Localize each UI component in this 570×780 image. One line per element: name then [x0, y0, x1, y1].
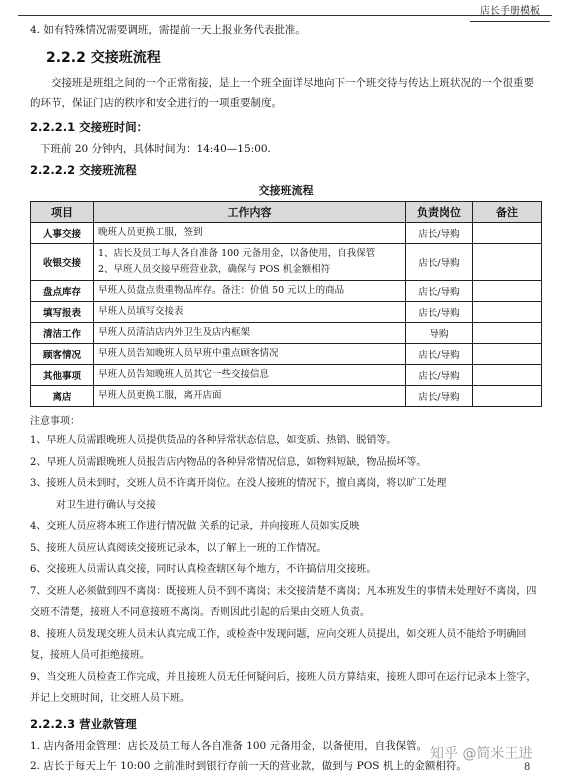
table-row	[31, 365, 542, 386]
col-header-item: 项目	[31, 202, 94, 223]
row-note	[473, 344, 542, 365]
row-content: 早班人员盘点贵重物品库存。备注：价值 50 元以上的商品	[94, 281, 406, 302]
row-note	[473, 386, 542, 407]
row-item: 其他事项	[31, 365, 94, 386]
note-item: 6、交接班人员需认真交接，同时认真检查辖区每个地方，不许搞信用交接班。	[30, 564, 377, 575]
row-content: 早班人员更换工服，离开店面	[94, 386, 406, 407]
note-text: 3、接班人员未到时，交班人员不许离开岗位。在没人接班的情况下，擅自离岗，将以旷工处理	[30, 478, 447, 489]
subsection-title-cash: 2.2.2.3 营业款管理	[30, 716, 137, 731]
row-item: 收银交接	[31, 244, 94, 281]
watermark: 知乎 @简米王进	[430, 746, 533, 762]
col-header-content: 工作内容	[94, 202, 406, 223]
table-row	[31, 223, 542, 244]
note-item: 7、交班人必须做到四不离岗：既接班人员不到不离岗；未交接清楚不离岗；凡本班发生的事情未处理好不离岗，四交班不清楚，接班人不同意接班不离岗。否则因此引起的后果由交班人负责。	[30, 585, 537, 618]
row-item: 人事交接	[31, 223, 94, 244]
page-content	[30, 20, 542, 776]
subsection-title-process: 2.2.2.2 交接班流程	[30, 163, 137, 177]
row-content-line: 2、早班人员交接早班营业款，确保与 POS 机金额相符	[98, 264, 331, 275]
page-number: 8	[524, 762, 531, 773]
row-content: 早班人员清洁店内外卫生及店内框架	[94, 323, 406, 344]
header-rule	[18, 15, 552, 16]
document-header-tag: 店长手册模板	[470, 0, 550, 22]
table-row	[31, 344, 542, 365]
cash-item: 2. 店长于每天上午 10:00 之前准时到银行存前一天的营业款，做到与 POS 机上的金额相符。	[30, 759, 467, 772]
table-row	[31, 281, 542, 302]
row-role: 店长/导购	[406, 244, 473, 281]
row-role: 导购	[406, 323, 473, 344]
note-item: 9、当交班人员检查工作完成，并且接班人员无任何疑问后，接班人员方算结束，接班人即可在运行记录本上签字，并记上交班时间，让交班人员下班。	[30, 671, 537, 704]
note-item: 8、接班人员发现交班人员未认真完成工作，或检查中发现问题，应向交班人员提出，如交班人员不能给予明确回复，接班人员可拒绝接班。	[30, 628, 527, 661]
row-role: 店长/导购	[406, 223, 473, 244]
row-note	[473, 223, 542, 244]
row-content: 晚班人员更换工服，签到	[94, 223, 406, 244]
row-item: 顾客情况	[31, 344, 94, 365]
row-content: 早班人员告知晚班人员其它一些交接信息	[94, 365, 406, 386]
table-row	[31, 323, 542, 344]
row-item: 离店	[31, 386, 94, 407]
row-role: 店长/导购	[406, 302, 473, 323]
row-item: 清洁工作	[31, 323, 94, 344]
row-content-line: 1、店长及员工每人各自准备 100 元备用金，以备使用，自我保管	[98, 248, 376, 259]
table-header-row	[31, 202, 542, 223]
row-content: 早班人员填写交接表	[94, 302, 406, 323]
table-row	[31, 244, 542, 281]
note-item: 5、接班人员应认真阅读交接班记录本，以了解上一班的工作情况。	[30, 542, 327, 554]
handover-table	[30, 201, 542, 407]
row-role: 店长/导购	[406, 365, 473, 386]
shift-time-text: 下班前 20 分钟内，具体时间为：14:40—15:00.	[40, 143, 271, 155]
row-content: 早班人员告知晚班人员早班中重点顾客情况	[94, 344, 406, 365]
row-role: 店长/导购	[406, 386, 473, 407]
row-content	[94, 244, 406, 281]
row-note	[473, 281, 542, 302]
cash-item: 1. 店内备用金管理：店长及员工每人各自准备 100 元备用金，以备使用，自我保管。	[30, 739, 428, 752]
note-item	[30, 473, 542, 516]
row-note	[473, 323, 542, 344]
row-role: 店长/导购	[406, 281, 473, 302]
col-header-role: 负责岗位	[406, 202, 473, 223]
note-item: 2、早班人员需跟晚班人员报告店内物品的各种异常情况信息，如物料短缺，物品损坏等。	[30, 456, 427, 468]
notes-title: 注意事项：	[30, 416, 80, 427]
col-header-note: 备注	[473, 202, 542, 223]
row-note	[473, 244, 542, 281]
note-item: 4、交班人员应将本班工作进行情况做 关系的记录，并向接班人员如实反映	[30, 521, 360, 532]
row-item: 盘点库存	[31, 281, 94, 302]
list-item-4: 4. 如有特殊情况需要调班，需提前一天上报业务代表批准。	[30, 24, 306, 36]
row-role: 店长/导购	[406, 344, 473, 365]
subsection-title-time: 2.2.2.1 交接班时间：	[30, 120, 149, 134]
table-caption: 交接班流程	[258, 184, 314, 197]
note-continuation: 对卫生进行确认与交接	[56, 499, 156, 511]
table-row	[31, 386, 542, 407]
intro-paragraph: 交接班是班组之间的一个正常衔接，是上一个班全面详尽地向下一个班交待与传达上班状况的一个很重要的环节，保证门店的秩序和安全进行的一项重要制度。	[30, 77, 534, 109]
row-note	[473, 365, 542, 386]
row-note	[473, 302, 542, 323]
section-title: 2.2.2 交接班流程	[46, 50, 161, 66]
row-item: 填写报表	[31, 302, 94, 323]
note-item: 1、早班人员需跟晚班人员提供货品的各种异常状态信息，如变质、热销、脱销等。	[30, 435, 397, 446]
table-row	[31, 302, 542, 323]
